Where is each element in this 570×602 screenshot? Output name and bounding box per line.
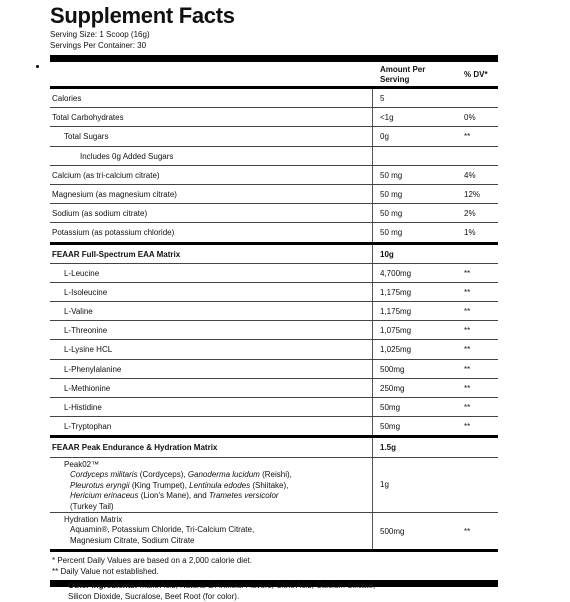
amount-per-serving-header: Amount Per Serving <box>380 65 426 84</box>
hydration-name: Hydration Matrix <box>64 514 123 524</box>
panel-title: Supplement Facts <box>50 3 235 28</box>
hydration-text <box>64 515 254 547</box>
row-magnesium: Magnesium (as magnesium citrate) 50 mg 12% <box>50 185 498 204</box>
other-ingredients-line-1: Other Ingredients: Malic Acid, Natural & Artificial Flavors, Citric Acid, Calcium Silicate, <box>68 581 376 590</box>
row-total-sugars: Total Sugars 0g ** <box>50 127 498 146</box>
other-ingredients-line-2: Silicon Dioxide, Sucralose, Beet Root (for color). <box>68 592 240 601</box>
thick-divider <box>50 55 498 62</box>
row-total-carbohydrates: Total Carbohydrates <1g 0% <box>50 108 498 127</box>
other-ingredients <box>68 580 488 602</box>
row-sodium: Sodium (as sodium citrate) 50 mg 2% <box>50 204 498 223</box>
peak02-text <box>64 460 364 513</box>
footnote-dv: * Percent Daily Values are based on a 2,000 calorie diet. <box>52 555 252 565</box>
peak02-line-2: Pleurotus eryngii (King Trumpet), Lentinula edodes (Shiitake), <box>70 480 289 490</box>
row-calcium: Calcium (as tri-calcium citrate) 50 mg 4% <box>50 166 498 185</box>
servings-per-container: Servings Per Container: 30 <box>50 41 147 50</box>
row-leucine: L-Leucine 4,700mg ** <box>50 264 498 283</box>
hydration-line-1: Aquamin®, Potassium Chloride, Tri-Calcium Citrate, <box>70 525 255 535</box>
row-phenylalanine: L-Phenylalanine 500mg ** <box>50 360 498 379</box>
peak02-block <box>50 458 498 513</box>
row-valine: L-Valine 1,175mg ** <box>50 302 498 321</box>
footnote-not-established: ** Daily Value not established. <box>52 566 159 576</box>
row-calories: Calories 5 <box>50 89 498 108</box>
row-histidine: L-Histidine 50mg ** <box>50 398 498 417</box>
peak02-line-3: Hericium erinaceus (Lion's Mane), and Trametes versicolor <box>70 491 279 501</box>
row-methionine: L-Methionine 250mg ** <box>50 379 498 398</box>
column-header <box>50 62 498 89</box>
peak02-name: Peak02™ <box>64 459 100 469</box>
serving-size: Serving Size: 1 Scoop (16g) <box>50 30 150 39</box>
hydration-amount: 500mg <box>380 526 405 536</box>
hydration-dv: ** <box>464 526 471 536</box>
peak02-amount: 1g <box>380 479 389 489</box>
row-isoleucine: L-Isoleucine 1,175mg ** <box>50 283 498 302</box>
hydration-line-2: Magnesium Citrate, Sodium Citrate <box>70 535 195 545</box>
stray-dot <box>36 65 39 68</box>
dv-header: % DV* <box>464 70 488 79</box>
row-lysine: L-Lysine HCL 1,025mg ** <box>50 340 498 359</box>
row-threonine: L-Threonine 1,075mg ** <box>50 321 498 340</box>
peak02-line-1: Cordyceps militaris (Cordyceps), Ganoderma lucidum (Reishi), <box>70 470 292 480</box>
other-ingredients-label: Other Ingredients: <box>68 581 138 590</box>
hydration-block <box>50 513 498 552</box>
row-potassium: Potassium (as potassium chloride) 50 mg 1% <box>50 223 498 244</box>
row-endurance-matrix: FEAAR Peak Endurance & Hydration Matrix 1.5g <box>50 438 498 457</box>
supplement-facts-panel <box>50 0 498 587</box>
row-added-sugars: Includes 0g Added Sugars <box>50 147 498 166</box>
row-eaa-matrix: FEAAR Full-Spectrum EAA Matrix 10g <box>50 245 498 264</box>
row-tryptophan: L-Tryptophan 50mg ** <box>50 417 498 438</box>
nutrient-rows <box>50 89 498 458</box>
footnotes <box>50 552 498 577</box>
peak02-line-4: (Turkey Tail) <box>70 501 114 511</box>
